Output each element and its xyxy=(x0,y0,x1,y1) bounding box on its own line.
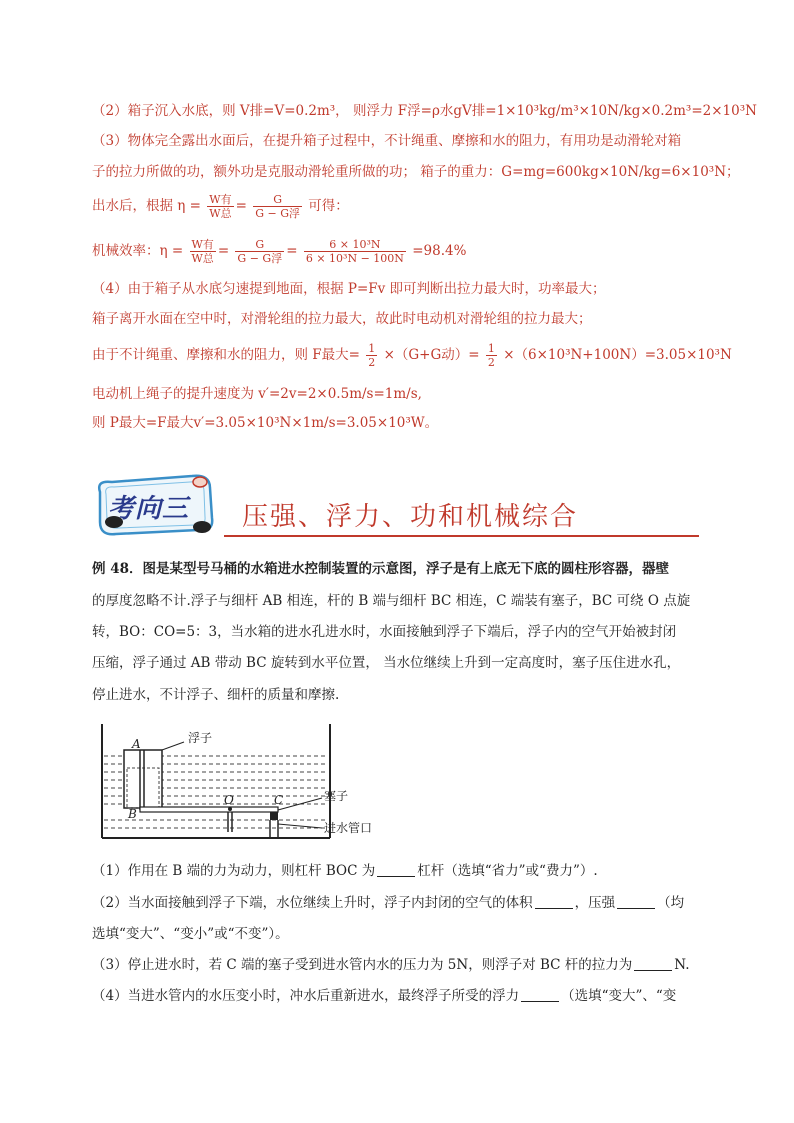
half-num: 1 xyxy=(368,342,376,355)
text-post: =98.4% xyxy=(412,243,467,259)
q2-pre: （2）当水面接触到浮子下端，水位继续上升时，浮子内封闭的空气的体积 xyxy=(92,895,533,911)
question-3 xyxy=(92,956,690,974)
answer-blank[interactable] xyxy=(377,864,415,877)
solution-line-3b: 子的拉力所做的功，额外功是克服动滑轮重所做的功； 箱子的重力：G=mg=600kg×10N/kg=6×10³N； xyxy=(92,164,740,180)
question-2 xyxy=(92,894,684,912)
label-float: 浮子 xyxy=(188,731,213,745)
example-text: 例 48．图是某型号马桶的水箱进水控制装置的示意图，浮子是有上底无下底的圆柱形容器，器壁 xyxy=(92,561,669,577)
q2-post: （均 xyxy=(657,895,685,911)
toilet-tank-diagram xyxy=(92,720,392,840)
solution-line-4d: 电动机上绳子的提升速度为 v′=2v=2×0.5m/s=1m/s, xyxy=(92,386,422,402)
section-underline xyxy=(224,535,699,537)
solution-line-4c xyxy=(92,342,732,369)
answer-blank[interactable] xyxy=(535,896,573,909)
g-fraction xyxy=(253,193,302,220)
half-fraction-2 xyxy=(486,342,497,369)
q3-post: N. xyxy=(674,957,690,973)
text-post: 可得： xyxy=(308,198,349,214)
label-c: C xyxy=(274,793,284,807)
label-pipe: 进水管口 xyxy=(324,821,373,835)
g-den: G − G浮 xyxy=(237,252,283,265)
half-den: 2 xyxy=(487,356,495,369)
q4-post: （选填“变大”、“变 xyxy=(561,988,677,1004)
example-line-1 xyxy=(92,560,669,578)
value-fraction xyxy=(304,238,406,265)
w-zong: W总 xyxy=(209,207,232,220)
w-you: W有 xyxy=(209,193,232,206)
solution-line-3c: 出水后，根据 η = $\frac{\text{W有}}{\text{W总}}$ = $\frac{G}{\text{G − G浮}}$ 可得： xyxy=(92,193,349,220)
q4-pre: （4）当进水管内的水压变小时，冲水后重新进水，最终浮子所受的浮力 xyxy=(92,988,520,1004)
solution-line-3a: （3）物体完全露出水面后，在提升箱子过程中，不计绳重、摩擦和水的阻力，有用功是动滑轮对箱 xyxy=(92,133,682,149)
w-zong: W总 xyxy=(191,252,214,265)
example-line-3: 转，BO：CO=5：3，当水箱的进水孔进水时，水面接触到浮子下端后，浮子内的空气开始被封闭 xyxy=(92,624,677,640)
label-plug: 塞子 xyxy=(324,789,349,803)
question-1 xyxy=(92,862,598,880)
label-b: B xyxy=(128,807,137,821)
text-pre: 机械效率：η = xyxy=(92,243,184,259)
q1-pre: （1）作用在 B 端的力为动力，则杠杆 BOC 为 xyxy=(92,863,376,879)
g-fraction-2 xyxy=(235,238,284,265)
example-line-4: 压缩，浮子通过 AB 带动 BC 旋转到水平位置， 当水位继续上升到一定高度时，塞子压住进水孔， xyxy=(92,655,681,671)
g-num: G xyxy=(235,238,284,252)
eta-fraction-2 xyxy=(190,238,216,265)
solution-line-4a: （4）由于箱子从水底匀速提到地面，根据 P=Fv 即可判断出拉力最大时，功率最大； xyxy=(92,281,606,297)
text-mid: ×（G+G动）= xyxy=(383,347,480,363)
g-den: G − G浮 xyxy=(255,207,300,220)
eff-den: 6 × 10³N − 100N xyxy=(305,252,404,265)
answer-blank[interactable] xyxy=(617,896,655,909)
half-num: 1 xyxy=(487,342,495,355)
section-badge-label: 考向三 xyxy=(108,494,190,524)
solution-line-2: （2）箱子沉入水底，则 V排=V=0.2m³， 则浮力 F浮=ρ水gV排=1×10³kg/m³×10N/kg×0.2m³=2×10³N xyxy=(92,103,757,119)
eff-num: 6 × 10³N xyxy=(304,238,406,252)
question-2b: 选填“变大”、“变小”或“不变”）。 xyxy=(92,926,289,942)
half-fraction xyxy=(366,342,377,369)
w-you: W有 xyxy=(191,238,214,251)
g-num: G xyxy=(253,193,302,207)
section-title: 压强、浮力、功和机械综合 xyxy=(242,502,579,532)
solution-line-4e: 则 P最大=F最大v′=3.05×10³N×1m/s=3.05×10³W。 xyxy=(92,415,439,431)
text-pre: 由于不计绳重、摩擦和水的阻力，则 F最大= xyxy=(92,347,360,363)
solution-line-4b: 箱子离开水面在空中时，对滑轮组的拉力最大，故此时电动机对滑轮组的拉力最大； xyxy=(92,311,592,327)
section-header xyxy=(92,472,612,540)
example-line-2: 的厚度忽略不计.浮子与细杆 AB 相连，杆的 B 端与细杆 BC 相连，C 端装有塞子，BC 可绕 O 点旋 xyxy=(92,593,691,609)
q2-mid: ，压强 xyxy=(574,895,616,911)
half-den: 2 xyxy=(368,356,376,369)
answer-blank[interactable] xyxy=(521,989,559,1002)
q3-pre: （3）停止进水时，若 C 端的塞子受到进水管内水的压力为 5N，则浮子对 BC 杆的拉力为 xyxy=(92,957,633,973)
text-pre: 出水后，根据 η = xyxy=(92,198,201,214)
eta-fraction xyxy=(207,193,233,220)
answer-blank[interactable] xyxy=(634,958,672,971)
example-line-5: 停止进水，不计浮子、细杆的质量和摩擦. xyxy=(92,687,340,703)
label-a: A xyxy=(132,737,141,751)
text-post: ×（6×10³N+100N）=3.05×10³N xyxy=(503,347,732,363)
question-4 xyxy=(92,987,676,1005)
label-o: O xyxy=(224,793,234,807)
q1-post: 杠杆（选填“省力”或“费力”）. xyxy=(417,863,598,879)
solution-line-3d: 机械效率：η = $\frac{\text{W有}}{\text{W总}}$ = $\frac{G}{\text{G − G浮}}$ = $\frac{\text{6 × 10³N}}{\text{6 × 10³N − 100N}}$ =98.4% xyxy=(92,238,467,265)
